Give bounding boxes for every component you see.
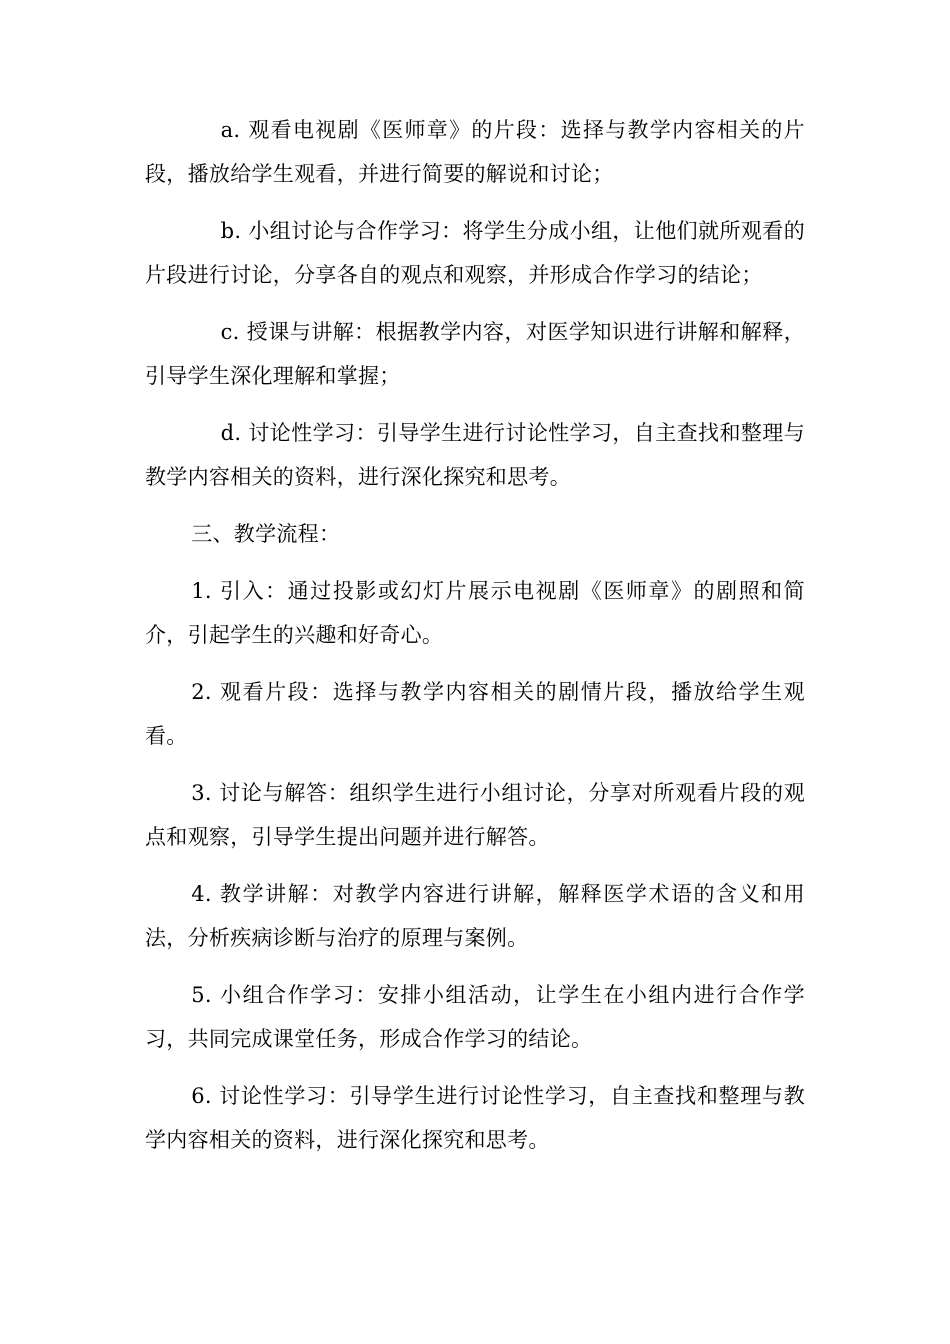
paragraph-item-2: 2. 观看片段：选择与教学内容相关的剧情片段，播放给学生观看。	[145, 680, 805, 748]
paragraph-item-6: 6. 讨论性学习：引导学生进行讨论性学习，自主查找和整理与教学内容相关的资料，进行深化探究和思考。	[145, 1084, 805, 1152]
section-heading: 三、教学流程：	[191, 522, 341, 546]
paragraph-item-1: 1. 引入：通过投影或幻灯片展示电视剧《医师章》的剧照和简介，引起学生的兴趣和好奇心。	[145, 579, 805, 647]
paragraph-item-4: 4. 教学讲解：对教学内容进行讲解，解释医学术语的含义和用法，分析疾病诊断与治疗的原理与案例。	[145, 882, 805, 950]
paragraph-step-d: d. 讨论性学习：引导学生进行讨论性学习，自主查找和整理与教学内容相关的资料，进行深化探究和思考。	[145, 421, 805, 489]
paragraph-step-a: a. 观看电视剧《医师章》的片段：选择与教学内容相关的片段，播放给学生观看，并进行简要的解说和讨论；	[145, 118, 805, 186]
document-body	[145, 108, 805, 1175]
paragraph-item-3: 3. 讨论与解答：组织学生进行小组讨论，分享对所观看片段的观点和观察，引导学生提出问题并进行解答。	[145, 781, 805, 849]
paragraph-item-5: 5. 小组合作学习：安排小组活动，让学生在小组内进行合作学习，共同完成课堂任务，形成合作学习的结论。	[145, 983, 805, 1051]
paragraph-step-c: c. 授课与讲解：根据教学内容，对医学知识进行讲解和解释，引导学生深化理解和掌握；	[145, 320, 805, 388]
paragraph-step-b: b. 小组讨论与合作学习：将学生分成小组，让他们就所观看的片段进行讨论，分享各自的观点和观察，并形成合作学习的结论；	[145, 219, 805, 287]
